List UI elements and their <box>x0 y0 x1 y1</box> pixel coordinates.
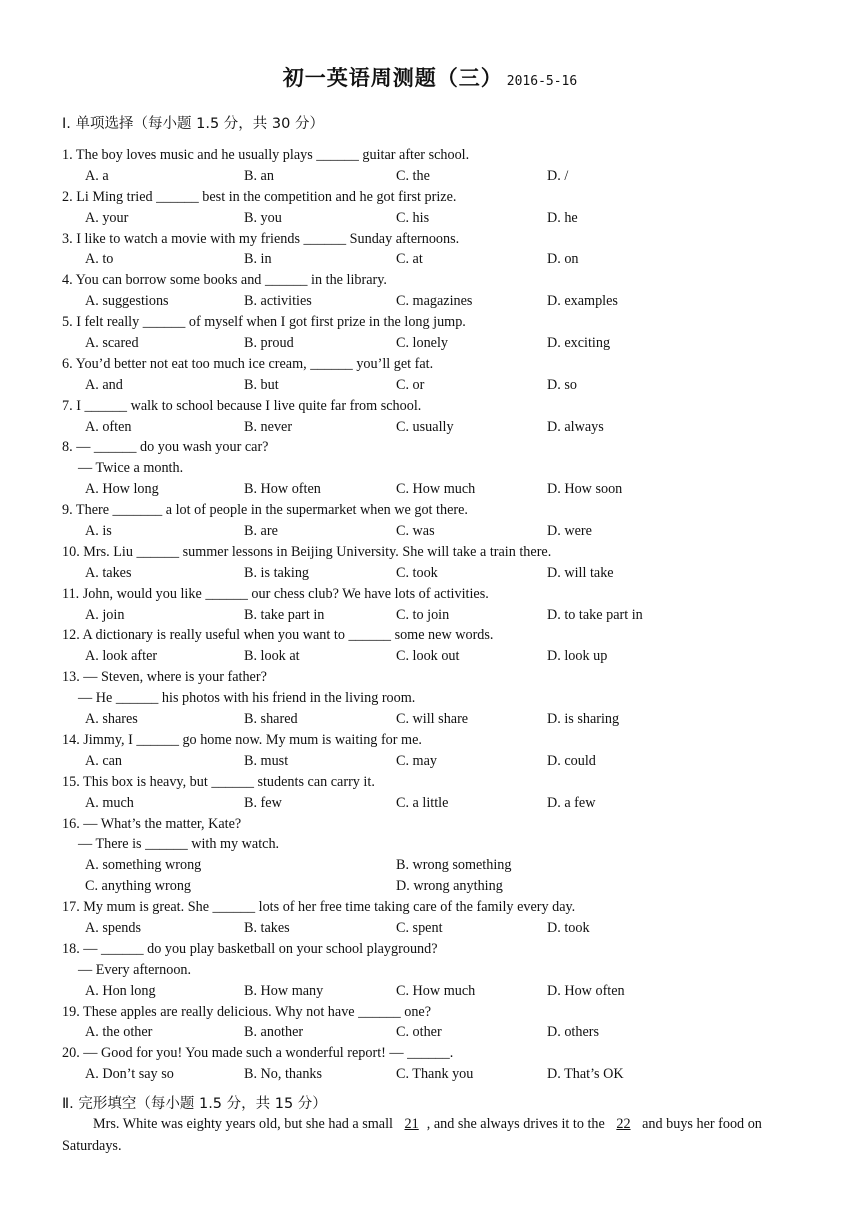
option-d[interactable]: D. wrong anything <box>396 878 503 895</box>
question-stem: 12. A dictionary is really useful when you want to ______ some new words. <box>62 627 494 644</box>
option-d[interactable]: D. look up <box>547 648 608 665</box>
options-row <box>62 208 822 229</box>
option-c[interactable]: C. took <box>396 564 438 581</box>
option-d[interactable]: D. so <box>547 376 577 393</box>
options-row <box>62 793 822 814</box>
options-row <box>62 981 822 1002</box>
option-b[interactable]: B. few <box>244 794 282 811</box>
options-row <box>62 417 822 438</box>
option-d[interactable]: D. were <box>547 523 592 540</box>
option-d[interactable]: D. a few <box>547 794 596 811</box>
option-b[interactable]: B. proud <box>244 335 294 352</box>
option-b[interactable]: B. How many <box>244 982 324 999</box>
option-d[interactable]: D. always <box>547 418 604 435</box>
option-d[interactable]: D. How soon <box>547 481 623 498</box>
option-b[interactable]: B. wrong something <box>396 857 512 874</box>
options-row <box>62 1022 822 1043</box>
option-c[interactable]: C. lonely <box>396 335 449 352</box>
section-1-heading: Ⅰ. 单项选择（每小题 1.5 分，共 30 分） <box>62 116 324 132</box>
option-c[interactable]: C. a little <box>396 794 449 811</box>
option-c[interactable]: C. How much <box>396 982 476 999</box>
option-d[interactable]: D. could <box>547 752 596 769</box>
options-row <box>62 249 822 270</box>
question-list <box>62 145 822 1085</box>
option-a[interactable]: A. How long <box>85 481 159 498</box>
options-row <box>62 479 822 500</box>
question-stem: 10. Mrs. Liu ______ summer lessons in Beijing University. She will take a train there. <box>62 543 552 560</box>
question-stem: 20. — Good for you! You made such a wonderful report! — ______. <box>62 1045 454 1062</box>
options-row <box>62 291 822 312</box>
options-row <box>62 166 822 187</box>
options-row <box>62 375 822 396</box>
title-date: 2016-5-16 <box>506 74 578 89</box>
options-row <box>62 1064 822 1085</box>
option-c[interactable]: C. look out <box>396 648 460 665</box>
question-stem: 17. My mum is great. She ______ lots of her free time taking care of the family every day. <box>62 899 576 916</box>
option-a[interactable]: A. the other <box>85 1024 153 1041</box>
option-b[interactable]: B. but <box>244 376 279 393</box>
option-a[interactable]: A. and <box>85 376 123 393</box>
options-row <box>62 876 822 897</box>
options-row <box>62 521 822 542</box>
option-a[interactable]: A. scared <box>85 335 139 352</box>
question-stem: 14. Jimmy, I ______ go home now. My mum is waiting for me. <box>62 731 422 748</box>
option-a[interactable]: A. a <box>85 167 109 184</box>
cloze-blank-22: 22 <box>616 1116 631 1132</box>
option-c[interactable]: C. magazines <box>396 293 473 310</box>
option-b[interactable]: B. takes <box>244 919 290 936</box>
option-a[interactable]: A. look after <box>85 648 158 665</box>
option-c[interactable]: C. or <box>396 376 425 393</box>
options-row <box>62 751 822 772</box>
option-a[interactable]: A. Don’t say so <box>85 1066 174 1083</box>
option-c[interactable]: C. to join <box>396 606 450 623</box>
option-a[interactable]: A. shares <box>85 711 138 728</box>
question-stem: 18. — ______ do you play basketball on your school playground? <box>62 940 438 957</box>
option-c[interactable]: C. may <box>396 752 437 769</box>
option-c[interactable]: C. his <box>396 209 430 226</box>
option-b[interactable]: B. is taking <box>244 564 310 581</box>
options-row <box>62 855 822 876</box>
option-b[interactable]: B. must <box>244 752 289 769</box>
option-c[interactable]: C. at <box>396 251 423 268</box>
question-stem: 11. John, would you like ______ our chess club? We have lots of activities. <box>62 585 489 602</box>
option-a[interactable]: A. often <box>85 418 132 435</box>
cloze-text-1: Mrs. White was eighty years old, but she had a small <box>93 1116 397 1132</box>
option-a[interactable]: A. to <box>85 251 114 268</box>
options-row <box>62 333 822 354</box>
option-c[interactable]: C. Thank you <box>396 1066 474 1083</box>
option-d[interactable]: D. to take part in <box>547 606 643 623</box>
option-c[interactable]: C. spent <box>396 919 443 936</box>
options-row <box>62 709 822 730</box>
option-d[interactable]: D. examples <box>547 293 618 310</box>
option-d[interactable]: D. How often <box>547 982 625 999</box>
option-a[interactable]: A. can <box>85 752 123 769</box>
question-stem: 4. You can borrow some books and ______ in the library. <box>62 272 387 289</box>
question-stem: 5. I felt really ______ of myself when I got first prize in the long jump. <box>62 314 466 331</box>
option-b[interactable]: B. in <box>244 251 272 268</box>
dialogue-response: — He ______ his photos with his friend in the living room. <box>78 690 416 707</box>
question-stem: 7. I ______ walk to school because I live quite far from school. <box>62 397 422 414</box>
option-d[interactable]: D. is sharing <box>547 711 620 728</box>
question-stem: 13. — Steven, where is your father? <box>62 669 267 686</box>
option-d[interactable]: D. will take <box>547 564 614 581</box>
question-stem: 2. Li Ming tried ______ best in the competition and he got first prize. <box>62 188 457 205</box>
option-b[interactable]: B. How often <box>244 481 321 498</box>
question-stem: 3. I like to watch a movie with my friends ______ Sunday afternoons. <box>62 230 460 247</box>
option-b[interactable]: B. activities <box>244 293 312 310</box>
option-b[interactable]: B. No, thanks <box>244 1066 323 1083</box>
dialogue-response: — There is ______ with my watch. <box>78 836 280 853</box>
dialogue-response: — Twice a month. <box>78 460 184 477</box>
option-c[interactable]: C. other <box>396 1024 442 1041</box>
option-b[interactable]: B. look at <box>244 648 300 665</box>
option-a[interactable]: A. is <box>85 523 112 540</box>
option-a[interactable]: A. much <box>85 794 134 811</box>
question-stem: 19. These apples are really delicious. Why not have ______ one? <box>62 1003 432 1020</box>
question-stem: 16. — What’s the matter, Kate? <box>62 815 242 832</box>
page-title <box>0 62 860 92</box>
cloze-blank-21: 21 <box>404 1116 419 1132</box>
question-stem: 6. You’d better not eat too much ice cream, ______ you’ll get fat. <box>62 355 434 372</box>
title-main: 初一英语周测题（三） <box>282 66 503 90</box>
option-d[interactable]: D. That’s OK <box>547 1066 624 1083</box>
option-a[interactable]: A. Hon long <box>85 982 156 999</box>
option-b[interactable]: B. you <box>244 209 282 226</box>
option-c[interactable]: C. usually <box>396 418 454 435</box>
option-d[interactable]: D. exciting <box>547 335 611 352</box>
question-stem: 1. The boy loves music and he usually plays ______ guitar after school. <box>62 147 470 163</box>
question-stem: 8. — ______ do you wash your car? <box>62 439 269 456</box>
option-b[interactable]: B. never <box>244 418 293 435</box>
options-row <box>62 605 822 626</box>
option-c[interactable]: C. will share <box>396 711 469 728</box>
options-row <box>62 646 822 667</box>
option-c[interactable]: C. anything wrong <box>85 878 192 895</box>
option-d[interactable]: D. took <box>547 919 590 936</box>
option-b[interactable]: B. shared <box>244 711 298 728</box>
cloze-text-3: and buys her food on Saturdays. <box>62 1116 762 1154</box>
dialogue-response: — Every afternoon. <box>78 961 192 978</box>
option-d[interactable]: D. / <box>547 167 569 184</box>
option-a[interactable]: A. suggestions <box>85 293 169 310</box>
options-row <box>62 563 822 584</box>
option-c[interactable]: C. How much <box>396 481 476 498</box>
option-d[interactable]: D. he <box>547 209 578 226</box>
question-stem: 9. There _______ a lot of people in the supermarket when we got there. <box>62 502 468 519</box>
section-2-heading: Ⅱ. 完形填空（每小题 1.5 分，共 15 分） <box>62 1096 327 1112</box>
option-a[interactable]: A. your <box>85 209 129 226</box>
option-c[interactable]: C. the <box>396 167 430 184</box>
option-a[interactable]: A. something wrong <box>85 857 202 874</box>
option-d[interactable]: D. others <box>547 1024 600 1041</box>
cloze-text-2: , and she always drives it to the <box>426 1116 609 1132</box>
options-row <box>62 918 822 939</box>
option-b[interactable]: B. are <box>244 523 278 540</box>
option-a[interactable]: A. takes <box>85 564 132 581</box>
option-d[interactable]: D. on <box>547 251 579 268</box>
option-c[interactable]: C. was <box>396 523 435 540</box>
option-a[interactable]: A. join <box>85 606 125 623</box>
option-b[interactable]: B. another <box>244 1024 304 1041</box>
option-b[interactable]: B. take part in <box>244 606 325 623</box>
option-a[interactable]: A. spends <box>85 919 141 936</box>
cloze-paragraph <box>62 1113 807 1157</box>
question-stem: 15. This box is heavy, but ______ students can carry it. <box>62 773 375 790</box>
option-b[interactable]: B. an <box>244 167 274 184</box>
